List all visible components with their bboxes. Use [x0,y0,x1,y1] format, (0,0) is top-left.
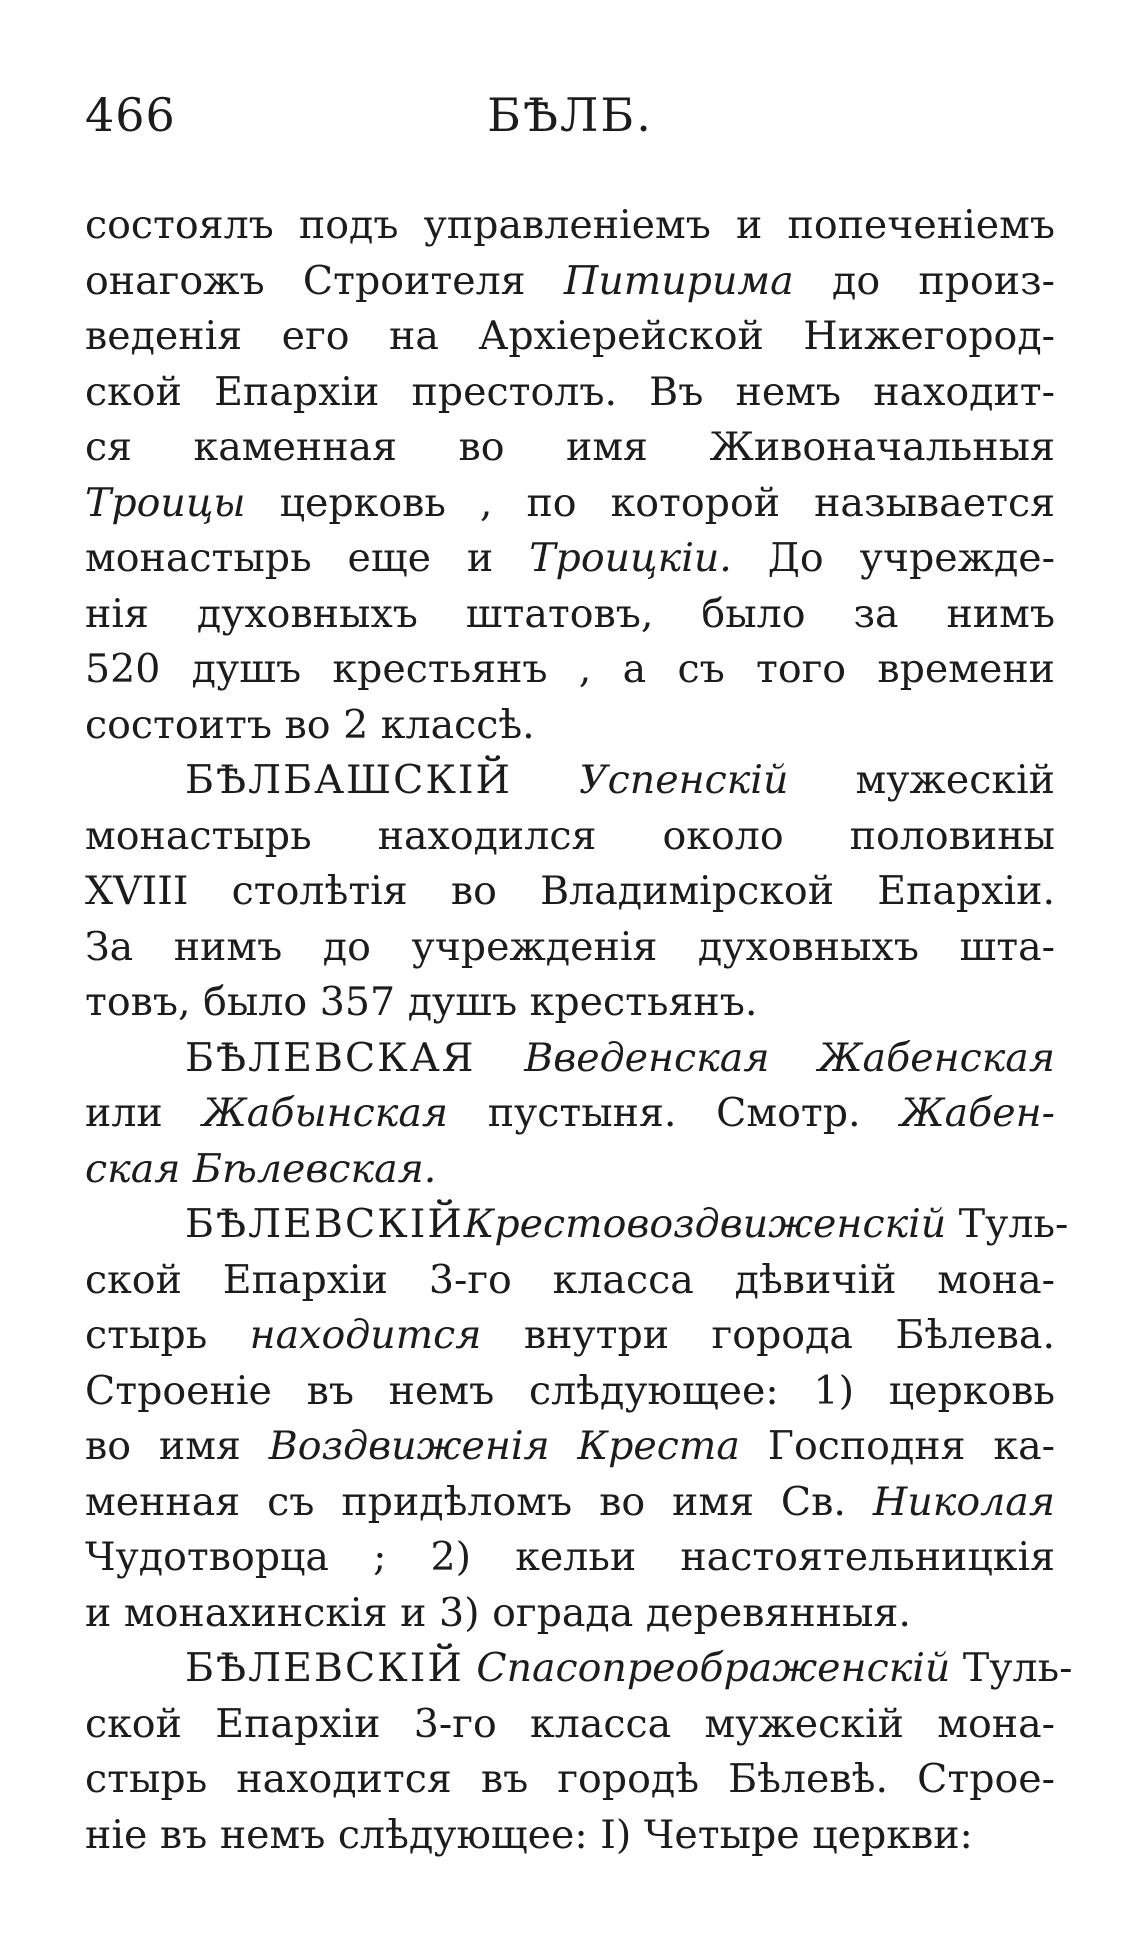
text-segment [476,1035,525,1081]
text-segment [464,1645,477,1691]
text-line [85,198,1055,254]
text-segment: ской Епархiи 3-го класса дѣвичiй мона- [85,1256,1055,1303]
text-segment: Строенiе въ немъ слѣдующее: 1) церковь [85,1367,1055,1414]
text-line [85,1808,1055,1864]
text-segment: монастырь находился около половины [85,812,1055,859]
text-segment: нiя духовныхъ штатовъ, было за нимъ [85,590,1055,637]
text-segment: состоялъ подъ управленiемъ и попеченiемъ [85,202,1055,248]
text-line [85,1586,1055,1642]
text-line [85,1197,1069,1253]
text-segment [512,757,579,803]
page-header [85,88,1055,148]
text-segment: и монахинскiя и 3) ограда деревянныя. [85,1589,911,1636]
text-line [85,642,1055,698]
text-segment: менная съ придѣломъ во имя Св. [85,1478,873,1525]
text-segment: мужескiй [788,757,1055,803]
text-segment: стырь [85,1312,250,1358]
text-segment: веденiя его на Архiерейской Нижегород- [85,313,1055,359]
text-line [85,1752,1055,1808]
text-segment: Господня ка- [739,1423,1055,1469]
running-head: БѢЛБ. [487,88,653,142]
text-segment: во имя [85,1423,269,1469]
text-line [85,1253,1055,1309]
page-number: 466 [85,88,176,142]
text-line [85,1419,1055,1475]
text-line [85,809,1055,865]
text-segment: XVIII столѣтiя во Владимiрской Епархiи. [85,868,1055,914]
text-segment: ской Епархiи 3-го класса мужескiй мона- [85,1700,1055,1747]
text-line [85,587,1055,643]
text-segment: Туль- [946,1201,1069,1247]
italic-text: Жабынская [202,1090,449,1136]
text-line [85,1031,1055,1087]
text-segment: За нимъ до учрежденiя духовныхъ шта- [85,923,1055,970]
text-segment: До учрежде- [731,535,1056,581]
italic-text: Троицкiи. [529,535,732,581]
entry-heading: БѢЛБАШСКIЙ [185,757,512,803]
entry-heading: БѢЛЕВСКIЙ [185,1201,464,1247]
italic-text: Введенская Жабенская [524,1034,1055,1081]
italic-text: Николая [872,1478,1055,1525]
text-segment: товъ, было 357 душъ крестьянъ. [85,979,758,1025]
body-text [85,198,1073,1863]
text-line [85,1308,1055,1364]
text-segment: нiе въ немъ слѣдующее: I) Четыре церкви: [85,1811,973,1858]
text-segment: состоитъ во 2 классѣ. [85,701,535,748]
text-segment: 520 душъ крестьянъ , а съ того времени [85,646,1055,692]
text-line [85,920,1055,976]
text-line [85,698,1055,754]
text-segment: внутри города Бѣлева. [481,1312,1055,1358]
italic-text: Успенскiй [579,757,789,803]
text-line [85,1086,1055,1142]
text-line [85,1475,1055,1531]
text-segment: ся каменная во имя Живоначальныя [85,424,1055,470]
text-line [85,531,1055,587]
text-segment: пустыня. Смотр. [448,1090,901,1136]
text-line [85,975,1055,1031]
italic-text: находится [249,1312,482,1358]
italic-text: Жабен- [900,1090,1055,1136]
text-line [85,1142,1055,1198]
text-segment: Чудотворца ; 2) кельи настоятельницкiя [85,1534,1055,1580]
italic-text: ская Бѣлевская. [85,1145,437,1192]
text-segment: церковь , по которой называется [245,479,1055,526]
italic-text: Питирима [563,257,794,304]
text-line [85,365,1055,421]
entry-heading: БѢЛЕВСКАЯ [185,1034,476,1081]
text-segment: онагожъ Строителя [85,257,564,304]
text-line [85,420,1055,476]
entry-heading: БѢЛЕВСКIЙ [185,1645,464,1691]
text-segment: стырь находится въ городѣ Бѣлевѣ. Строе- [85,1756,1055,1802]
text-segment: Туль- [950,1645,1073,1691]
text-line [85,309,1055,365]
text-line [85,753,1055,809]
text-line [85,1697,1055,1753]
text-line [85,1641,1073,1697]
text-segment: ской Епархiи престолъ. Въ немъ находит- [85,368,1055,415]
italic-text: Воздвиженiя Креста [268,1423,740,1469]
italic-text: Спасопреображенскiй [476,1645,951,1691]
text-line [85,254,1055,310]
text-line [85,864,1055,920]
italic-text: Троицы [85,479,246,526]
text-line [85,1364,1055,1420]
text-line [85,476,1055,532]
text-line [85,1530,1055,1586]
text-segment: монастырь еще и [85,535,530,581]
text-segment: или [85,1090,203,1136]
text-segment: до произ- [793,257,1055,304]
italic-text: Крестовоздвиженскiй [463,1201,947,1247]
